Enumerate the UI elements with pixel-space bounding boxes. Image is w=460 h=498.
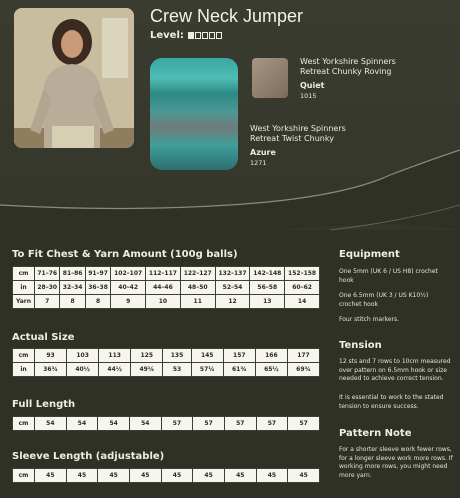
sleeve-title: Sleeve Length (adjustable) xyxy=(12,451,165,462)
table-cell: 57¼ xyxy=(191,363,223,377)
yarn-shade: Azure xyxy=(250,148,276,157)
tension-text: 12 sts and 7 rows to 10cm measured over pattern on 6.5mm hook or size needed to achieve correct tension. xyxy=(339,358,451,382)
page-title: Crew Neck Jumper xyxy=(150,6,304,26)
level-box xyxy=(202,32,208,39)
sleeve-table xyxy=(12,468,320,483)
table-cell: 142–148 xyxy=(250,267,285,281)
table-cell: 36¾ xyxy=(35,363,67,377)
table-cell: 102–107 xyxy=(111,267,146,281)
table-cell: 145 xyxy=(191,349,223,363)
equipment-item: One 5mm (UK 6 / US H8) crochet hook xyxy=(339,268,438,284)
yarn-brand: West Yorkshire Spinners xyxy=(250,124,346,133)
table-cell: 91–97 xyxy=(85,267,110,281)
table-cell: 61¾ xyxy=(223,363,255,377)
table-cell: 166 xyxy=(255,349,287,363)
table-cell: 13 xyxy=(250,295,285,309)
row-label: cm xyxy=(13,349,35,363)
table-cell: 112–117 xyxy=(146,267,181,281)
level-box xyxy=(195,32,201,39)
yarn-info-1 xyxy=(300,57,396,101)
table-cell: 45 xyxy=(256,469,288,483)
table-cell: 36–38 xyxy=(85,281,110,295)
table-cell: 14 xyxy=(285,295,320,309)
table-cell: 12 xyxy=(215,295,250,309)
equipment-item: One 6.5mm (UK 3 / US K10½) crochet hook xyxy=(339,292,429,308)
table-cell: 8 xyxy=(85,295,110,309)
table-cell: 113 xyxy=(99,349,131,363)
yarn-brand: West Yorkshire Spinners xyxy=(300,57,396,66)
table-cell: 132–137 xyxy=(215,267,250,281)
level-indicator xyxy=(187,30,222,41)
table-cell: 40–42 xyxy=(111,281,146,295)
row-label: cm xyxy=(13,267,35,281)
row-label: cm xyxy=(13,417,35,431)
yarn-product: Retreat Chunky Roving xyxy=(300,67,392,76)
table-cell: 56–58 xyxy=(250,281,285,295)
equipment-item: Four stitch markers. xyxy=(339,316,400,323)
equipment-title: Equipment xyxy=(339,249,400,260)
table-cell: 57 xyxy=(288,417,320,431)
row-label: in xyxy=(13,363,35,377)
row-label: cm xyxy=(13,469,35,483)
table-cell: 49¼ xyxy=(131,363,163,377)
yarn-product: Retreat Twist Chunky xyxy=(250,134,334,143)
table-cell: 135 xyxy=(163,349,191,363)
yarn-swatch-azure xyxy=(150,58,238,170)
table-row xyxy=(13,417,320,431)
table-cell: 60–62 xyxy=(285,281,320,295)
yarn-swatch-quiet xyxy=(252,58,288,98)
table-cell: 10 xyxy=(146,295,181,309)
table-cell: 152–158 xyxy=(285,267,320,281)
yarn-info-2 xyxy=(250,124,346,168)
yarn-shade: Quiet xyxy=(300,81,325,90)
yarn-code: 1271 xyxy=(250,159,267,167)
level-box xyxy=(216,32,222,39)
table-cell: 9 xyxy=(111,295,146,309)
table-cell: 45 xyxy=(193,469,225,483)
actual-title: Actual Size xyxy=(12,332,75,343)
table-cell: 53 xyxy=(163,363,191,377)
skill-level xyxy=(150,30,222,41)
tension-text: It is essential to work to the stated tension to ensure success. xyxy=(339,394,444,410)
table-cell: 11 xyxy=(180,295,215,309)
pattern-note-title: Pattern Note xyxy=(339,428,412,439)
table-cell: 54 xyxy=(66,417,98,431)
table-cell: 65½ xyxy=(255,363,287,377)
table-cell: 45 xyxy=(288,469,320,483)
table-cell: 44½ xyxy=(99,363,131,377)
table-cell: 57 xyxy=(224,417,256,431)
table-cell: 45 xyxy=(129,469,161,483)
table-row xyxy=(13,363,320,377)
table-cell: 103 xyxy=(67,349,99,363)
full-length-title: Full Length xyxy=(12,399,76,410)
table-cell: 45 xyxy=(66,469,98,483)
table-cell: 45 xyxy=(224,469,256,483)
level-box xyxy=(188,32,194,39)
actual-size-table xyxy=(12,348,320,377)
table-cell: 157 xyxy=(223,349,255,363)
pattern-note-text: For a shorter sleeve work fewer rows, for a longer sleeve work more rows. If working more rows, you might need more yarn. xyxy=(339,446,453,479)
table-cell: 57 xyxy=(161,417,193,431)
table-cell: 54 xyxy=(98,417,130,431)
table-cell: 69¾ xyxy=(287,363,319,377)
fit-table xyxy=(12,266,320,309)
table-cell: 28–30 xyxy=(35,281,60,295)
table-cell: 54 xyxy=(129,417,161,431)
full-length-table xyxy=(12,416,320,431)
table-row xyxy=(13,349,320,363)
table-cell: 7 xyxy=(35,295,60,309)
fit-title: To Fit Chest & Yarn Amount (100g balls) xyxy=(12,249,238,260)
yarn-code: 1015 xyxy=(300,92,317,100)
table-cell: 57 xyxy=(193,417,225,431)
level-box xyxy=(209,32,215,39)
table-cell: 125 xyxy=(131,349,163,363)
tension-title: Tension xyxy=(339,340,382,351)
table-cell: 45 xyxy=(161,469,193,483)
table-row xyxy=(13,469,320,483)
table-cell: 44–46 xyxy=(146,281,181,295)
table-cell: 177 xyxy=(287,349,319,363)
table-cell: 45 xyxy=(35,469,67,483)
level-label: Level: xyxy=(150,30,184,41)
model-photo xyxy=(14,8,134,148)
table-cell: 45 xyxy=(98,469,130,483)
table-cell: 48–50 xyxy=(180,281,215,295)
table-row xyxy=(13,267,320,281)
table-cell: 8 xyxy=(60,295,85,309)
table-cell: 71–76 xyxy=(35,267,60,281)
table-row xyxy=(13,281,320,295)
table-cell: 81–86 xyxy=(60,267,85,281)
table-cell: 93 xyxy=(35,349,67,363)
table-row xyxy=(13,295,320,309)
table-cell: 32–34 xyxy=(60,281,85,295)
table-cell: 57 xyxy=(256,417,288,431)
table-cell: 40½ xyxy=(67,363,99,377)
table-cell: 122–127 xyxy=(180,267,215,281)
table-cell: 52–54 xyxy=(215,281,250,295)
table-cell: 54 xyxy=(35,417,67,431)
row-label: Yarn xyxy=(13,295,35,309)
row-label: in xyxy=(13,281,35,295)
